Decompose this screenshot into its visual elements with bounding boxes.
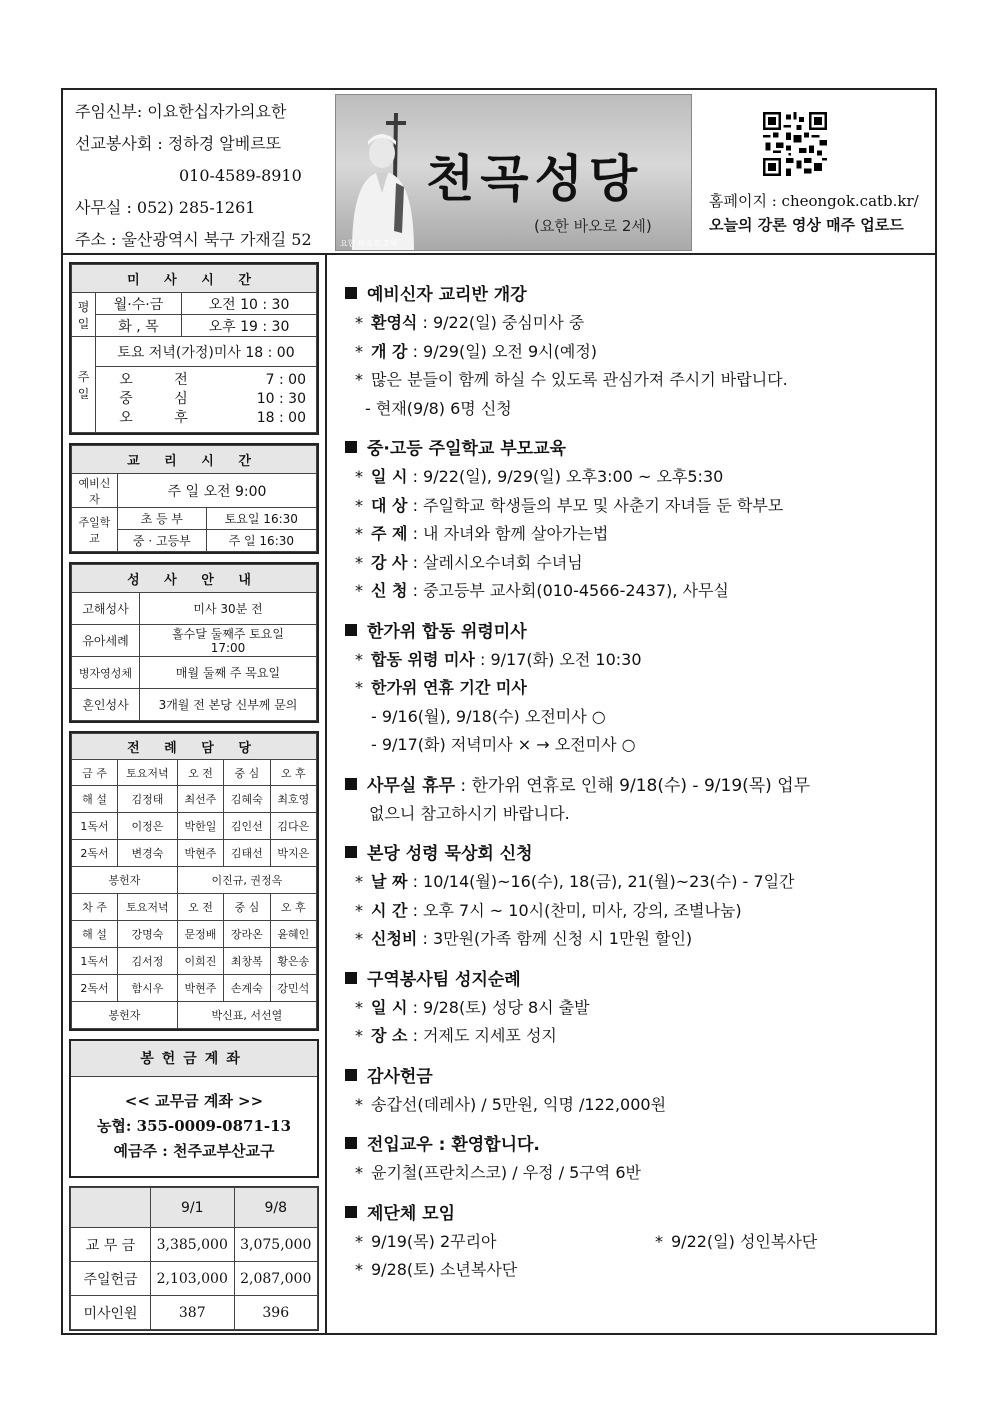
sacraments-table [71, 564, 317, 721]
sacrament-name: 혼인성사 [72, 689, 140, 721]
offering-account-box [69, 1039, 319, 1178]
finance-col: 9/8 [234, 1188, 318, 1228]
liturgy-title: 전 례 담 당 [72, 734, 317, 760]
notice-title: 한가위 합동 위령미사 [367, 621, 527, 642]
bullet-square-icon [345, 1206, 357, 1218]
catechism-title: 교 리 시 간 [72, 446, 317, 474]
group-meetings-row [345, 1228, 925, 1257]
finance-table [70, 1187, 318, 1330]
council-phone: 010-4589-8910 [179, 166, 302, 185]
homily-note: 오늘의 강론 영상 매주 업로드 [709, 216, 904, 234]
office-phone: 사무실 : 052) 285-1261 [75, 198, 256, 217]
notice-line: * 신 청 : 중고등부 교사회(010-4566-2437), 사무실 [355, 581, 729, 600]
notice-memorial-mass [345, 619, 925, 760]
weekday-time-2: 오후 19 : 30 [182, 315, 317, 337]
parish-banner [335, 94, 692, 251]
notice-line: * 일 시 : 9/22(일), 9/29(일) 오후3:00 ~ 오후5:30 [355, 467, 724, 486]
sunday-masses [96, 367, 317, 433]
offering-account-body [71, 1077, 317, 1176]
notice-line: * 한가위 연휴 기간 미사 [355, 678, 527, 697]
office-text-2: 없으니 참고하시기 바랍니다. [369, 803, 570, 823]
liturgy-head: 토요저녁 [118, 760, 178, 786]
mission-council: 선교봉사회 : 정하경 알베르또 [75, 134, 282, 153]
elementary-label: 초 등 부 [118, 508, 207, 530]
notice-line: * 윤기철(프란치스코) / 우정 / 5구역 6반 [355, 1163, 641, 1182]
liturgy-head: 중 심 [224, 894, 270, 921]
liturgy-head: 금 주 [72, 760, 118, 786]
offertory-names: 박신표, 서선열 [177, 1002, 316, 1029]
notice-title: 중·고등 주일학교 부모교육 [367, 439, 566, 459]
liturgy-head: 오 전 [177, 760, 223, 786]
middle-high-label: 중 · 고등부 [118, 530, 207, 552]
notice-line: * 날 짜 : 10/14(월)~16(수), 18(금), 21(월)~23(수) - 7일간 [355, 872, 795, 891]
notice-line: * 대 상 : 주일학교 학생들의 부모 및 사춘기 자녀들 둔 학부모 [355, 495, 784, 515]
catechumen-label: 예비신자 [72, 474, 118, 508]
bullet-square-icon [345, 972, 357, 984]
notices-column [345, 282, 925, 1298]
liturgy-head: 오 후 [270, 760, 316, 786]
liturgy-head: 오 전 [177, 894, 223, 921]
mass-times-table [71, 264, 317, 433]
sacrament-info: 매월 둘째 주 목요일 [140, 657, 317, 689]
sacrament-name: 유아세례 [72, 625, 140, 657]
notice-line: * 개 강 : 9/29(일) 오전 9시(예정) [355, 341, 598, 361]
notice-line: * 시 간 : 오후 7시 ~ 10시(찬미, 미사, 강의, 조별나눔) [355, 900, 742, 920]
account-number: 농협: 355-0009-0871-13 [96, 1117, 292, 1135]
notice-line: * 강 사 : 살레시오수녀회 수녀님 [355, 552, 583, 572]
bullet-square-icon [345, 1069, 357, 1081]
catechumen-time: 주 일 오전 9:00 [118, 474, 317, 508]
liturgy-head: 오 후 [270, 894, 316, 921]
notice-title: 본당 성령 묵상회 신청 [367, 844, 533, 864]
notice-new-parishioner [345, 1132, 925, 1188]
notice-line: * 신청비 : 3만원(가족 함께 신청 시 1만원 할인) [355, 929, 693, 948]
offertory-label: 봉헌자 [72, 1002, 178, 1029]
table-row: 주일헌금 2,103,000 2,087,000 [71, 1262, 318, 1296]
saturday-evening-mass: 토요 저녁(가정)미사 18 : 00 [96, 337, 317, 367]
sunday-mass-row: 중 심 10 : 30 [119, 391, 306, 407]
sunday-mass-row: 오 전 7 : 00 [119, 372, 306, 388]
column-divider [325, 255, 327, 1335]
notice-line: * 합동 위령 미사 : 9/17(화) 오전 10:30 [355, 649, 642, 669]
table-row: 해 설 강명숙 문정배 장라온 윤혜인 [72, 921, 317, 948]
notice-pilgrimage [345, 967, 925, 1051]
address: 주소 : 울산광역시 북구 가재길 52 [75, 230, 312, 249]
liturgy-table [71, 733, 317, 1029]
catechism-table [71, 445, 317, 552]
left-column [69, 262, 319, 1339]
sunday-label: 주일 [72, 337, 96, 433]
notice-line: * 환영식 : 9/22(일) 중심미사 중 [355, 313, 585, 332]
sacrament-info: 미사 30분 전 [140, 593, 317, 625]
table-row: 2독서 함시우 박현주 손계숙 강민석 [72, 975, 317, 1002]
notice-title: 구역봉사팀 성지순례 [367, 969, 521, 990]
header [63, 90, 935, 255]
table-row: 해 설 김정태 최선주 김혜숙 최호영 [72, 786, 317, 813]
homepage-link[interactable]: 홈페이지 : cheongok.catb.kr/ [709, 192, 919, 210]
finance-box [69, 1186, 319, 1331]
weekday-days-2: 화 , 목 [96, 315, 182, 337]
qr-code[interactable] [763, 112, 827, 176]
table-row: 2독서 변경숙 박현주 김태선 박지은 [72, 840, 317, 867]
sacraments-box [69, 562, 319, 723]
notice-line: * 송갑선(데레사) / 5만원, 익명 /122,000원 [355, 1094, 667, 1114]
notice-subline: - 9/16(월), 9/18(수) 오전미사 ○ [371, 706, 606, 726]
pope-image [346, 113, 418, 251]
offering-account-title: 봉헌금계좌 [71, 1041, 317, 1077]
sacrament-name: 고해성사 [72, 593, 140, 625]
notice-subline: - 현재(9/8) 6명 신청 [365, 398, 512, 418]
bullet-square-icon [345, 441, 357, 453]
weekday-time-1: 오전 10 : 30 [182, 293, 317, 315]
sacraments-title: 성 사 안 내 [72, 565, 317, 593]
notice-subline: - 9/17(화) 저녁미사 × → 오전미사 ○ [371, 735, 636, 754]
table-row: 1독서 이정은 박한일 김인선 김다은 [72, 813, 317, 840]
image-caption: 요한 바오로 2세 [340, 239, 397, 248]
bulletin-page [61, 88, 937, 1335]
notice-thanks-offering [345, 1064, 925, 1120]
bullet-square-icon [345, 624, 357, 636]
notice-line: * 주 제 : 내 자녀와 함께 살아가는법 [355, 524, 609, 543]
table-row [72, 1002, 317, 1029]
bullet-square-icon [345, 1137, 357, 1149]
weekday-label: 평일 [72, 293, 96, 337]
notice-catechumen [345, 282, 925, 423]
parish-name: 천곡성당 [426, 149, 644, 208]
catechism-box [69, 443, 319, 554]
elementary-time: 토요일 16:30 [206, 508, 316, 530]
table-row [72, 867, 317, 894]
offertory-label: 봉헌자 [72, 867, 178, 894]
sacrament-info: 3개월 전 본당 신부께 문의 [140, 689, 317, 721]
account-holder: 예금주 : 천주교부산교구 [113, 1142, 275, 1160]
middle-high-time: 주 일 16:30 [206, 530, 316, 552]
bullet-square-icon [345, 846, 357, 858]
notice-title: 예비신자 교리반 개강 [367, 285, 527, 305]
weekday-days-1: 월·수·금 [96, 293, 182, 315]
notice-line: * 9/19(목) 2꾸리아 [355, 1231, 497, 1251]
account-heading: << 교무금 계좌 >> [124, 1092, 264, 1110]
pastor: 주임신부: 이요한십자가의요한 [75, 102, 287, 121]
notice-title: 사무실 휴무 [367, 775, 456, 796]
notice-line: * 많은 분들이 함께 하실 수 있도록 관심가져 주시기 바랍니다. [355, 370, 788, 389]
notice-title: 제단체 모임 [367, 1203, 456, 1224]
notice-line: * 9/28(토) 소년복사단 [355, 1260, 518, 1279]
mass-times-title: 미 사 시 간 [72, 265, 317, 293]
sunday-school-label: 주일학교 [72, 508, 118, 552]
notice-title: 감사헌금 [367, 1066, 433, 1087]
notice-group-meetings [345, 1201, 925, 1285]
notice-line: * 장 소 : 거제도 지세포 성지 [355, 1026, 557, 1045]
notice-line: * 일 시 : 9/28(토) 성당 8시 출발 [355, 997, 590, 1017]
liturgy-box [69, 731, 319, 1031]
bullet-square-icon [345, 778, 357, 790]
sacrament-name: 병자영성체 [72, 657, 140, 689]
parish-info [75, 96, 312, 256]
sunday-mass-row: 오 후 18 : 00 [119, 410, 306, 426]
liturgy-head: 토요저녁 [118, 894, 178, 921]
notice-title: 전입교우 : 환영합니다. [367, 1135, 540, 1155]
patron-saint: (요한 바오로 2세) [534, 217, 652, 235]
notice-line: * 9/22(일) 성인복사단 [655, 1231, 818, 1251]
mass-times-box [69, 262, 319, 435]
offertory-names: 이진규, 권정옥 [177, 867, 316, 894]
notice-retreat [345, 841, 925, 954]
notice-parent-education [345, 436, 925, 606]
office-text: : 한가위 연휴로 인해 9/18(수) - 9/19(목) 업무 [455, 775, 811, 796]
liturgy-head: 차 주 [72, 894, 118, 921]
liturgy-head: 중 심 [224, 760, 270, 786]
bullet-square-icon [345, 287, 357, 299]
table-row: 교 무 금 3,385,000 3,075,000 [71, 1228, 318, 1262]
table-row: 1독서 김서정 이희진 최창복 황은송 [72, 948, 317, 975]
finance-col: 9/1 [151, 1188, 235, 1228]
sacrament-info: 홀수달 둘째주 토요일 17:00 [140, 625, 317, 657]
notice-office-closed [345, 773, 925, 829]
table-row: 미사인원 387 396 [71, 1296, 318, 1330]
